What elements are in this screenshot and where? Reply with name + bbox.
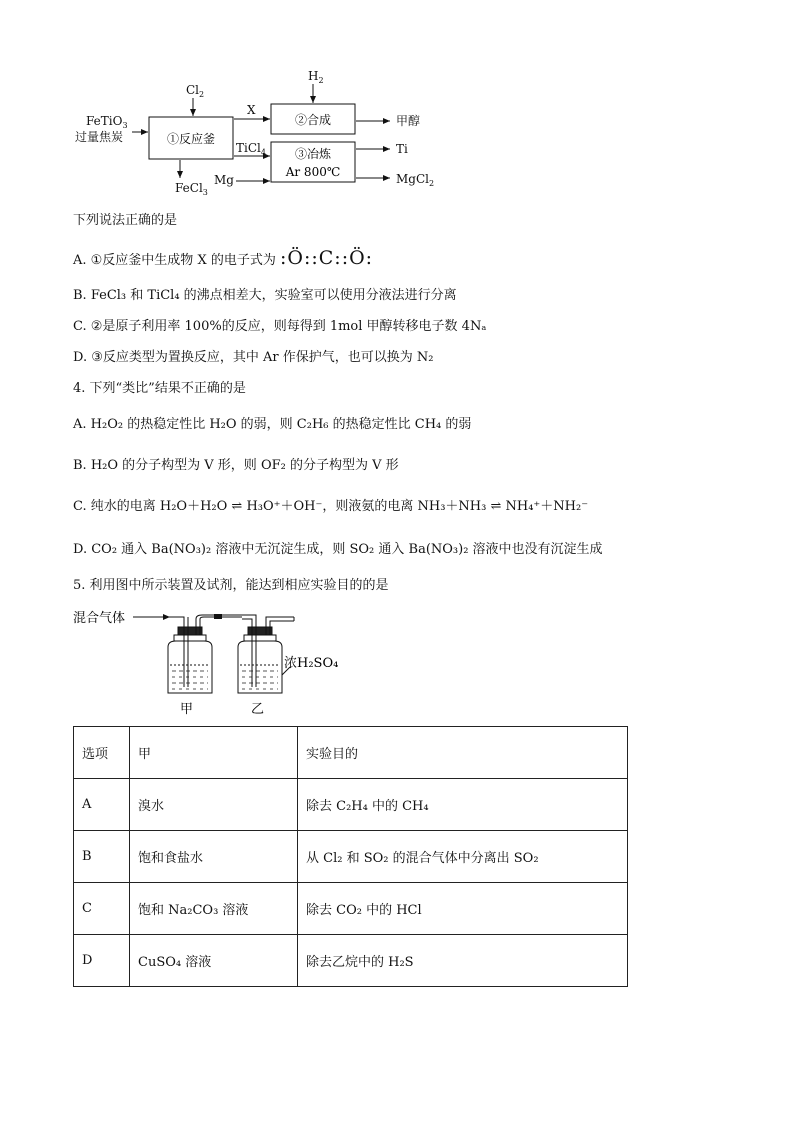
bottle-jia-label: 甲 bbox=[180, 702, 194, 715]
smelting-condition: Ar 800℃ bbox=[285, 165, 341, 179]
conc-h2so4-label: 浓H₂SO₄ bbox=[284, 656, 339, 671]
label-methanol: 甲醇 bbox=[396, 114, 421, 128]
table-cell: 除去 C₂H₄ 中的 CH₄ bbox=[298, 779, 628, 831]
table-cell: 除去 CO₂ 中的 HCl bbox=[298, 883, 628, 935]
table-cell: A bbox=[74, 779, 130, 831]
synthesis-label: ②合成 bbox=[294, 113, 332, 127]
table-header: 实验目的 bbox=[298, 727, 628, 779]
input-fetio3: FeTiO$_3$ bbox=[86, 114, 128, 130]
table-cell: 饱和 Na₂CO₃ 溶液 bbox=[130, 883, 298, 935]
q3-option-b: B. FeCl₃ 和 TiCl₄ 的沸点相差大，实验室可以使用分液法进行分离 bbox=[73, 288, 457, 303]
table-cell: C bbox=[74, 883, 130, 935]
table-header: 甲 bbox=[130, 727, 298, 779]
q3-option-d: D. ③反应类型为置换反应，其中 Ar 作保护气，也可以换为 N₂ bbox=[73, 350, 434, 365]
table-header: 选项 bbox=[74, 727, 130, 779]
q3-option-c: C. ②是原子利用率 100%的反应，则每得到 1mol 甲醇转移电子数 4Nₐ bbox=[73, 319, 487, 334]
process-flowchart bbox=[0, 0, 794, 200]
label-mg: Mg bbox=[214, 173, 234, 187]
table-row bbox=[74, 935, 628, 987]
table-cell: 溴水 bbox=[130, 779, 298, 831]
q3-stem: 下列说法正确的是 bbox=[73, 213, 178, 228]
gas-washing-apparatus bbox=[0, 605, 794, 715]
table-cell: 饱和食盐水 bbox=[130, 831, 298, 883]
label-ti: Ti bbox=[396, 142, 408, 156]
table-cell: B bbox=[74, 831, 130, 883]
reactor-label: ①反应釜 bbox=[166, 132, 216, 146]
q4-option-d: D. CO₂ 通入 Ba(NO₃)₂ 溶液中无沉淀生成，则 SO₂ 通入 Ba(NO₃)₂ 溶液中也没有沉淀生成 bbox=[73, 542, 603, 557]
label-x: X bbox=[247, 103, 256, 117]
input-coke: 过量焦炭 bbox=[75, 130, 124, 144]
bottle-jia bbox=[168, 615, 242, 693]
co2-electron-formula: :Ö::C::Ö: bbox=[279, 247, 374, 269]
q4-option-c: C. 纯水的电离 H₂O＋H₂O ⇌ H₃O⁺＋OH⁻，则液氨的电离 NH₃＋NH₃ ⇌ NH₄⁺＋NH₂⁻ bbox=[73, 499, 589, 514]
smelting-label: ③冶炼 bbox=[294, 147, 332, 161]
label-ticl4: TiCl$_4$ bbox=[236, 141, 266, 157]
options-table bbox=[73, 726, 628, 987]
table-cell: 除去乙烷中的 H₂S bbox=[298, 935, 628, 987]
mixed-gas-label: 混合气体 bbox=[73, 611, 126, 626]
label-fecl3: FeCl$_3$ bbox=[175, 181, 208, 197]
table-row bbox=[74, 831, 628, 883]
table-row bbox=[74, 779, 628, 831]
bottle-yi-label: 乙 bbox=[251, 702, 265, 715]
label-cl2: $Cl_2$ bbox=[186, 83, 205, 99]
table-row bbox=[74, 883, 628, 935]
table-header-row bbox=[74, 727, 628, 779]
label-h2: $H_2$ bbox=[308, 69, 324, 85]
bottle-yi bbox=[238, 615, 294, 693]
q4-option-a: A. H₂O₂ 的热稳定性比 H₂O 的弱，则 C₂H₆ 的热稳定性比 CH₄ 的弱 bbox=[73, 417, 472, 432]
table-cell: D bbox=[74, 935, 130, 987]
label-mgcl2: MgCl$_2$ bbox=[396, 172, 435, 188]
table-cell: 从 Cl₂ 和 SO₂ 的混合气体中分离出 SO₂ bbox=[298, 831, 628, 883]
table-cell: CuSO₄ 溶液 bbox=[130, 935, 298, 987]
q5-stem: 5. 利用图中所示装置及试剂，能达到相应实验目的的是 bbox=[73, 578, 389, 593]
q4-option-b: B. H₂O 的分子构型为 V 形，则 OF₂ 的分子构型为 V 形 bbox=[73, 458, 399, 473]
q3-option-a: A. ①反应釜中生成物 X 的电子式为 :Ö::C::Ö: bbox=[73, 247, 374, 269]
q4-stem: 4. 下列“类比”结果不正确的是 bbox=[73, 381, 246, 396]
